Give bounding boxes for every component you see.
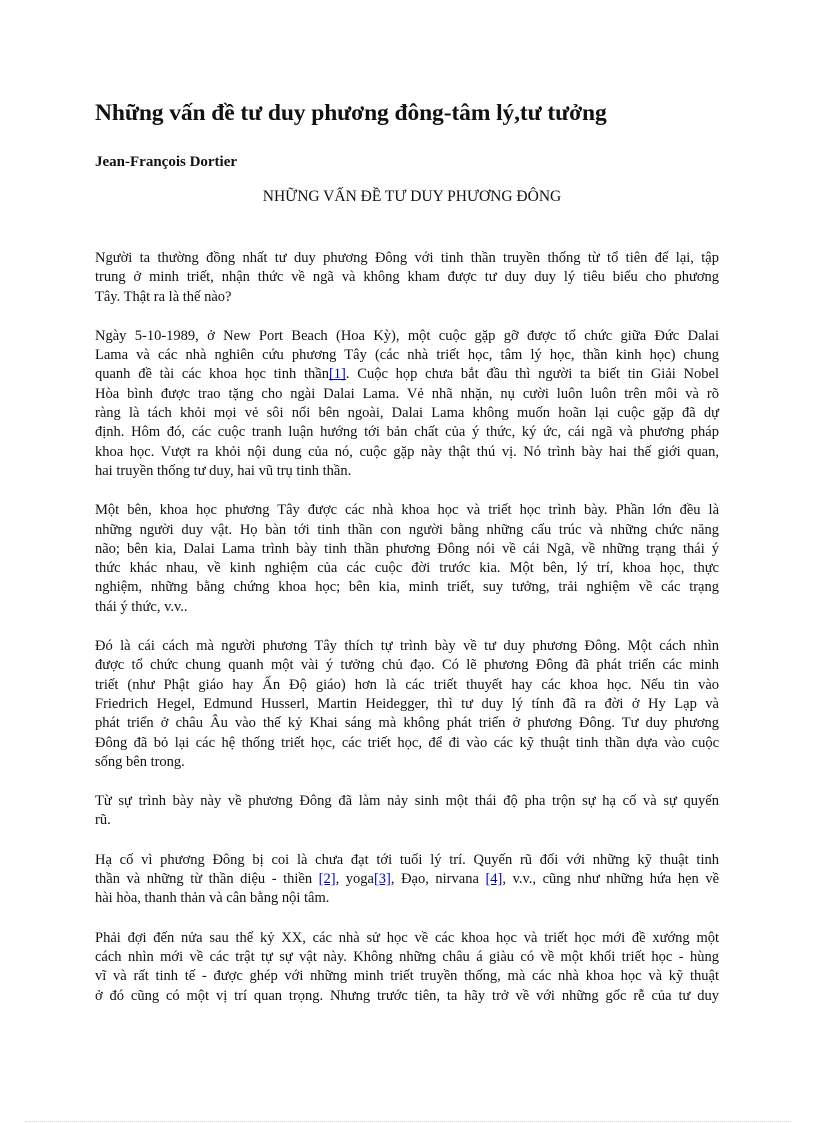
footnote-link[interactable]: [4]: [485, 871, 503, 888]
text-line: Ngày 5-10-1989, ở New Port Beach (Hoa Kỳ), một cuộc gặp gỡ được tổ chức giữa Đức Dalai: [95, 327, 719, 344]
footnote-link[interactable]: [3]: [373, 871, 391, 888]
text-line: rũ.: [95, 812, 111, 829]
text-line: Hạ cố vì phương Đông bị coi là chưa đạt tới tuổi lý trí. Quyến rũ đối với những kỹ thuật tinh: [95, 851, 719, 868]
text-line: ở đó cũng có một vị trí quan trọng. Nhưng trước tiên, ta hãy trở về với những gốc rễ của tư duy: [95, 987, 719, 1004]
text-line: vĩ và rất tinh tế - được ghép với những minh triết truyền thống, mà các nhà khoa học và kỹ thuật: [95, 968, 719, 985]
text-line: triết (như Phật giáo hay Ấn Độ giáo) hơn là các triết thuyết hay các khoa học. Nếu tin vào: [95, 676, 719, 693]
text-segment: quanh đề tài các khoa học tinh thần: [95, 366, 329, 383]
text-line: [95, 365, 719, 384]
text-line: định. Hôm đó, các cuộc tranh luận hướng tới bản chất của ý thức, ký ức, cái ngã và phương pháp: [95, 424, 719, 441]
text-line: trung ở minh triết, nhận thức về ngã và không kham được tư duy duy lý tiêu biểu cho phương: [95, 269, 719, 286]
text-line: hài hòa, thanh thản và cân bằng nội tâm.: [95, 890, 330, 907]
paragraph: [95, 929, 719, 1006]
text-line: nghiệm, những bằng chứng khoa học; bên kia, minh triết, suy tưởng, trải nghiệm về các trạng: [95, 579, 719, 596]
text-line: thái ý thức, v.v..: [95, 598, 188, 615]
text-segment: , yoga: [335, 871, 374, 888]
text-line: Lama và các nhà nghiên cứu phương Tây (các nhà triết học, tâm lý học, thần kinh học) chung: [95, 347, 719, 364]
text-segment: . Cuộc họp chưa bắt đầu thì người ta biết tin Giải Nobel: [345, 366, 719, 383]
text-line: khoa học. Vượt ra khỏi nội dung của nó, cuộc gặp này thật thú vị. Nó trình bày hai thế giới quan,: [95, 443, 719, 460]
document-title: Những vấn đề tư duy phương đông-tâm lý,tư tưởng: [95, 100, 607, 126]
text-line: sống bên trong.: [95, 753, 185, 770]
text-line: Phải đợi đến nửa sau thế kỷ XX, các nhà sử học về các khoa học và triết học mới đề xướng một: [95, 929, 719, 946]
text-line: não; bên kia, Dalai Lama trình bày tinh thần phương Đông nói về cái Ngã, về những trạng thái ý: [95, 540, 719, 557]
article-body: [95, 249, 719, 1026]
text-line: thức khác nhau, về kinh nghiệm của các cuộc đời trước kia. Một bên, lý trí, khoa học, thực: [95, 560, 719, 577]
author-name: Jean-François Dortier: [95, 154, 238, 170]
text-line: [95, 870, 719, 889]
text-line: Đó là cái cách mà người phương Tây thích tự trình bày về tư duy phương Đông. Một cách nhìn: [95, 638, 719, 655]
paragraph: [95, 501, 719, 617]
page-bottom-divider: [25, 1121, 791, 1122]
text-line: cách nhìn mới về các trật tự sự vật này. Không những châu á giàu có về một khối triết học - hùng: [95, 948, 719, 965]
text-line: Từ sự trình bày này về phương Đông đã làm nảy sinh một thái độ pha trộn sự hạ cố và sự quyến: [95, 793, 719, 810]
text-segment: thần và những từ thần diệu - thiền: [95, 871, 319, 888]
text-line: những người duy vật. Họ bàn tới tinh thần con người bằng những cấu trúc và những chức năng: [95, 521, 719, 538]
footnote-link[interactable]: [2]: [318, 871, 336, 888]
paragraph: [95, 851, 719, 909]
text-line: hai truyền thống tư duy, hai vũ trụ tinh thần.: [95, 462, 352, 479]
text-line: Một bên, khoa học phương Tây được các nhà khoa học và triết học trình bày. Phần lớn đều là: [95, 502, 719, 519]
text-segment: , v.v., cũng như những hứa hẹn về: [502, 871, 719, 888]
text-line: phát triển ở châu Âu vào thế kỷ Khai sáng mà không phát triển ở phương Đông. Tư duy phương: [95, 715, 719, 732]
text-line: được tổ chức chung quanh một vài ý tưởng chủ đạo. Có lẽ phương Đông đã phát triển các minh: [95, 657, 719, 674]
paragraph: [95, 249, 719, 307]
text-line: ràng là tách khỏi mọi vẻ sôi nổi bên ngoài, Dalai Lama không muốn hoãn lại cuộc gặp đã dự: [95, 405, 719, 422]
section-heading: NHỮNG VẤN ĐỀ TƯ DUY PHƯƠNG ĐÔNG: [262, 188, 562, 205]
text-line: Người ta thường đồng nhất tư duy phương Đông với tinh thần truyền thống từ tổ tiên để lại, tập: [95, 250, 719, 266]
text-line: Friedrich Hegel, Edmund Husserl, Martin Heidegger, thì tư duy lý tính đã ra đời ở Hy Lạp và: [95, 695, 719, 712]
paragraph: [95, 792, 719, 831]
text-line: Tây. Thật ra là thế nào?: [95, 288, 232, 305]
paragraph: [95, 327, 719, 481]
text-segment: , Đạo, nirvana: [390, 871, 486, 888]
paragraph: [95, 637, 719, 772]
text-line: Đông đã bỏ lại các hệ thống triết học, các triết học, để đi vào các kỹ thuật tinh thần dựa vào cuộc: [95, 734, 719, 751]
text-line: Hòa bình được trao tặng cho ngài Dalai Lama. Vẻ nhã nhặn, nụ cười luôn luôn trên môi và rõ: [95, 385, 719, 402]
footnote-link[interactable]: [1]: [328, 366, 346, 383]
